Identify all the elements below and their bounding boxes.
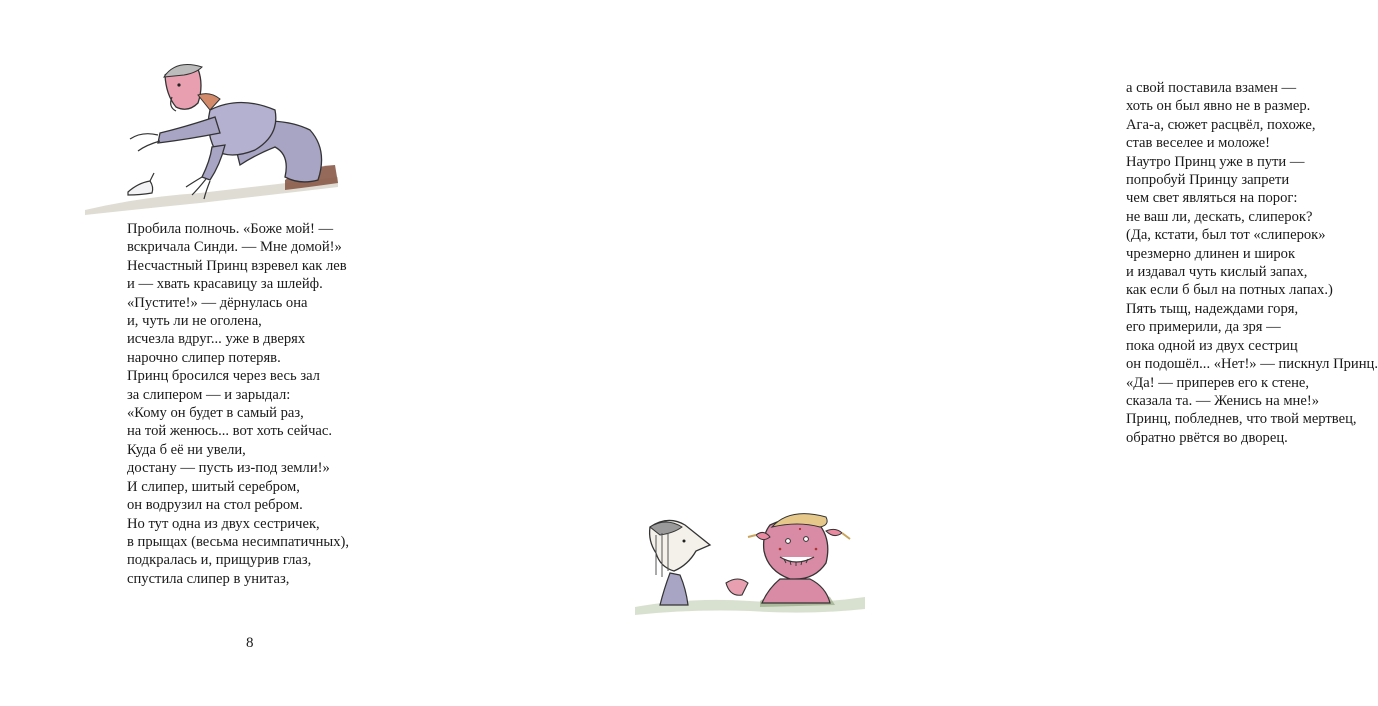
verse-line: Куда б её ни увели,	[127, 441, 246, 458]
verse-line: Наутро Принц уже в пути —	[1126, 153, 1305, 170]
verse-line: Пять тыщ, надеждами горя,	[1126, 300, 1299, 317]
verse-line: за слипером — и зарыдал:	[127, 386, 291, 403]
page-number: 8	[246, 635, 254, 651]
verse-line: (Да, кстати, был тот «слиперок»	[1126, 227, 1326, 244]
verse-line: вскричала Синди. — Мне домой!»	[127, 239, 342, 256]
verse-line: сказала та. — Женись на мне!»	[1126, 392, 1320, 409]
verse-line: как если б был на потных лапах.)	[1126, 282, 1333, 299]
verse-line: он подошёл... «Нет!» — пискнул Принц.	[1126, 356, 1378, 373]
verse-line: а свой поставила взамен —	[1126, 80, 1297, 96]
verse-line: Пробила полночь. «Боже мой! —	[127, 221, 334, 237]
verse-line: Но тут одна из двух сестричек,	[127, 515, 320, 532]
verse-line: не ваш ли, дескать, слиперок?	[1126, 208, 1313, 225]
verse-line: «Пустите!» — дёрнулась она	[127, 294, 308, 311]
verse-line: его примерили, да зря —	[1126, 319, 1281, 336]
verse-right	[1126, 79, 1378, 447]
verse-line: «Да! — приперев его к стене,	[1126, 374, 1310, 391]
verse-left	[127, 220, 349, 588]
verse-line: нарочно слипер потеряв.	[127, 349, 281, 366]
verse-line: пока одной из двух сестриц	[1126, 337, 1298, 354]
verse-line: достану — пусть из-под земли!»	[127, 460, 330, 477]
verse-line: хоть он был явно не в размер.	[1126, 98, 1311, 115]
verse-line: став веселее и моложе!	[1126, 135, 1270, 152]
verse-line: исчезла вдруг... уже в дверях	[127, 331, 306, 348]
verse-line: и, чуть ли не оголена,	[127, 313, 262, 330]
verse-line: Принц бросился через весь зал	[127, 368, 320, 385]
glass-slipper-icon	[128, 173, 154, 195]
verse-line: Ага-а, сюжет расцвёл, похоже,	[1126, 116, 1316, 133]
sister-head-icon	[726, 514, 850, 603]
verse-line: попробуй Принцу запрети	[1126, 172, 1290, 189]
verse-line: Несчастный Принц взревел как лев	[127, 257, 347, 274]
verse-line: чем свет являться на порог:	[1126, 190, 1298, 207]
verse-line: Принц, побледнев, что твой мертвец,	[1126, 411, 1357, 428]
prince-kneeling-illustration	[80, 55, 345, 220]
verse-line: он водрузил на стол ребром.	[127, 497, 303, 514]
verse-line: обратно рвётся во дворец.	[1126, 429, 1288, 446]
left-page	[0, 0, 500, 706]
verse-line: и — хвать красавицу за шлейф.	[127, 276, 323, 293]
verse-line: на той женюсь... вот хоть сейчас.	[127, 423, 333, 440]
verse-line: и издавал чуть кислый запах,	[1126, 264, 1308, 281]
verse-line: подкралась и, прищурив глаз,	[127, 552, 312, 569]
verse-line: чрезмерно длинен и широк	[1126, 245, 1296, 262]
prince-and-sister-illustration	[630, 505, 870, 620]
verse-line: «Кому он будет в самый раз,	[127, 405, 304, 422]
verse-line: И слипер, шитый серебром,	[127, 478, 300, 495]
verse-line: спустила слипер в унитаз,	[127, 570, 290, 587]
prince-head-icon	[650, 520, 710, 605]
verse-line: в прыщах (весьма несимпатичных),	[127, 533, 350, 550]
